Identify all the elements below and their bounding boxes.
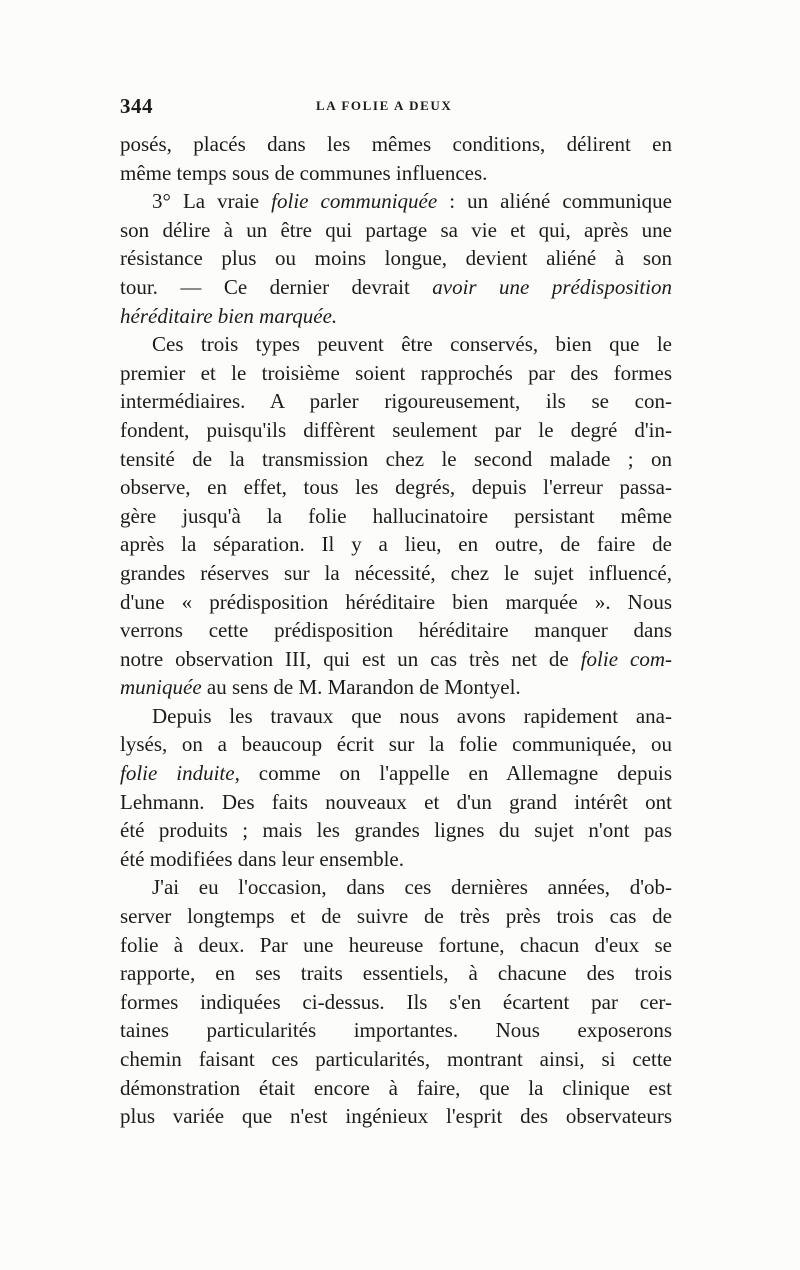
text-segment: même temps sous de communes influences.: [120, 160, 488, 185]
italic-text: muniquée: [120, 675, 202, 700]
text-segment: formes indiquées ci-dessus. Ils s'en écartent par cer-: [120, 989, 672, 1014]
text-line: [120, 216, 672, 245]
italic-text: folie com-: [580, 646, 672, 671]
text-line: [120, 387, 672, 416]
text-segment: d'une « prédisposition héréditaire bien marquée ». Nous: [120, 589, 672, 614]
italic-text: folie communiquée: [271, 189, 438, 214]
text-line: [120, 416, 672, 445]
text-line: [120, 902, 672, 931]
text-line: [120, 759, 672, 788]
text-segment: chemin faisant ces particularités, montrant ainsi, si cette: [120, 1047, 672, 1071]
text-segment: : un aliéné communique: [437, 189, 672, 214]
text-line: [120, 645, 672, 674]
text-segment: rapporte, en ses traits essentiels, à chacune des trois: [120, 961, 672, 986]
text-segment: notre observation III, qui est un cas très net de: [120, 646, 581, 671]
text-line: [120, 988, 672, 1017]
italic-text: héréditaire bien marquée.: [120, 303, 338, 328]
text-segment: Lehmann. Des faits nouveaux et d'un grand intérêt ont: [120, 789, 672, 814]
text-line: [120, 730, 672, 759]
text-line: [120, 1074, 672, 1103]
body-text: [120, 130, 672, 1131]
text-segment: grandes réserves sur la nécessité, chez le sujet influencé,: [120, 560, 672, 585]
text-line: [120, 673, 672, 702]
text-line: [120, 1102, 672, 1131]
text-line: [120, 159, 672, 188]
text-line: [120, 302, 672, 331]
text-segment: été produits ; mais les grandes lignes du sujet n'ont pas: [120, 818, 672, 843]
text-line: [120, 873, 672, 902]
page-number: 344: [120, 94, 153, 118]
text-segment: tour. — Ce dernier devrait: [120, 274, 433, 299]
text-segment: gère jusqu'à la folie hallucinatoire persistant même: [120, 503, 672, 528]
text-segment: Ces trois types peuvent être conservés, bien que le: [152, 332, 672, 357]
text-line: [120, 616, 672, 645]
text-line: [120, 359, 672, 388]
text-line: [120, 816, 672, 845]
text-line: [120, 959, 672, 988]
text-line: [120, 702, 672, 731]
italic-text: folie induite: [120, 761, 235, 786]
text-segment: 3° La vraie: [152, 189, 272, 214]
text-segment: démonstration était encore à faire, que la clinique est: [120, 1075, 672, 1100]
text-line: [120, 330, 672, 359]
text-line: [120, 788, 672, 817]
text-segment: résistance plus ou moins longue, devient aliéné à son: [120, 246, 672, 271]
text-line: [120, 445, 672, 474]
text-line: [120, 130, 672, 159]
text-segment: observe, en effet, tous les degrés, depuis l'erreur passa-: [120, 475, 672, 500]
text-line: [120, 187, 672, 216]
text-line: [120, 588, 672, 617]
text-segment: posés, placés dans les mêmes conditions, délirent en: [120, 132, 672, 156]
text-segment: après la séparation. Il y a lieu, en outre, de faire de: [120, 532, 672, 557]
text-segment: premier et le troisième soient rapprochés par des formes: [120, 360, 672, 385]
text-line: [120, 1045, 672, 1074]
text-line: [120, 473, 672, 502]
text-segment: J'ai eu l'occasion, dans ces dernières années, d'ob-: [152, 875, 672, 900]
text-line: [120, 502, 672, 531]
text-segment: folie à deux. Par une heureuse fortune, chacun d'eux se: [120, 932, 672, 957]
text-segment: verrons cette prédisposition héréditaire manquer dans: [120, 618, 672, 643]
text-line: [120, 845, 672, 874]
text-line: [120, 530, 672, 559]
text-segment: tensité de la transmission chez le second malade ; on: [120, 446, 672, 471]
text-line: [120, 1016, 672, 1045]
text-segment: plus variée que n'est ingénieux l'esprit des observateurs: [120, 1104, 672, 1129]
text-line: [120, 931, 672, 960]
text-line: [120, 273, 672, 302]
text-segment: intermédiaires. A parler rigoureusement, ils se con-: [120, 389, 672, 414]
text-segment: lysés, on a beaucoup écrit sur la folie communiquée, ou: [120, 732, 672, 757]
text-segment: au sens de M. Marandon de Montyel.: [201, 675, 521, 700]
text-segment: server longtemps et de suivre de très près trois cas de: [120, 904, 672, 929]
text-segment: été modifiées dans leur ensemble.: [120, 846, 404, 871]
running-head: [120, 94, 672, 118]
running-title: LA FOLIE A DEUX: [316, 98, 453, 113]
text-line: [120, 559, 672, 588]
text-segment: taines particularités importantes. Nous exposerons: [120, 1018, 672, 1043]
text-segment: , comme on l'appelle en Allemagne depuis: [234, 761, 672, 786]
text-segment: Depuis les travaux que nous avons rapidement ana-: [152, 703, 672, 728]
text-segment: son délire à un être qui partage sa vie et qui, après une: [120, 217, 672, 242]
text-line: [120, 244, 672, 273]
italic-text: avoir une prédisposition: [432, 274, 672, 299]
text-segment: fondent, puisqu'ils diffèrent seulement par le degré d'in-: [120, 417, 672, 442]
